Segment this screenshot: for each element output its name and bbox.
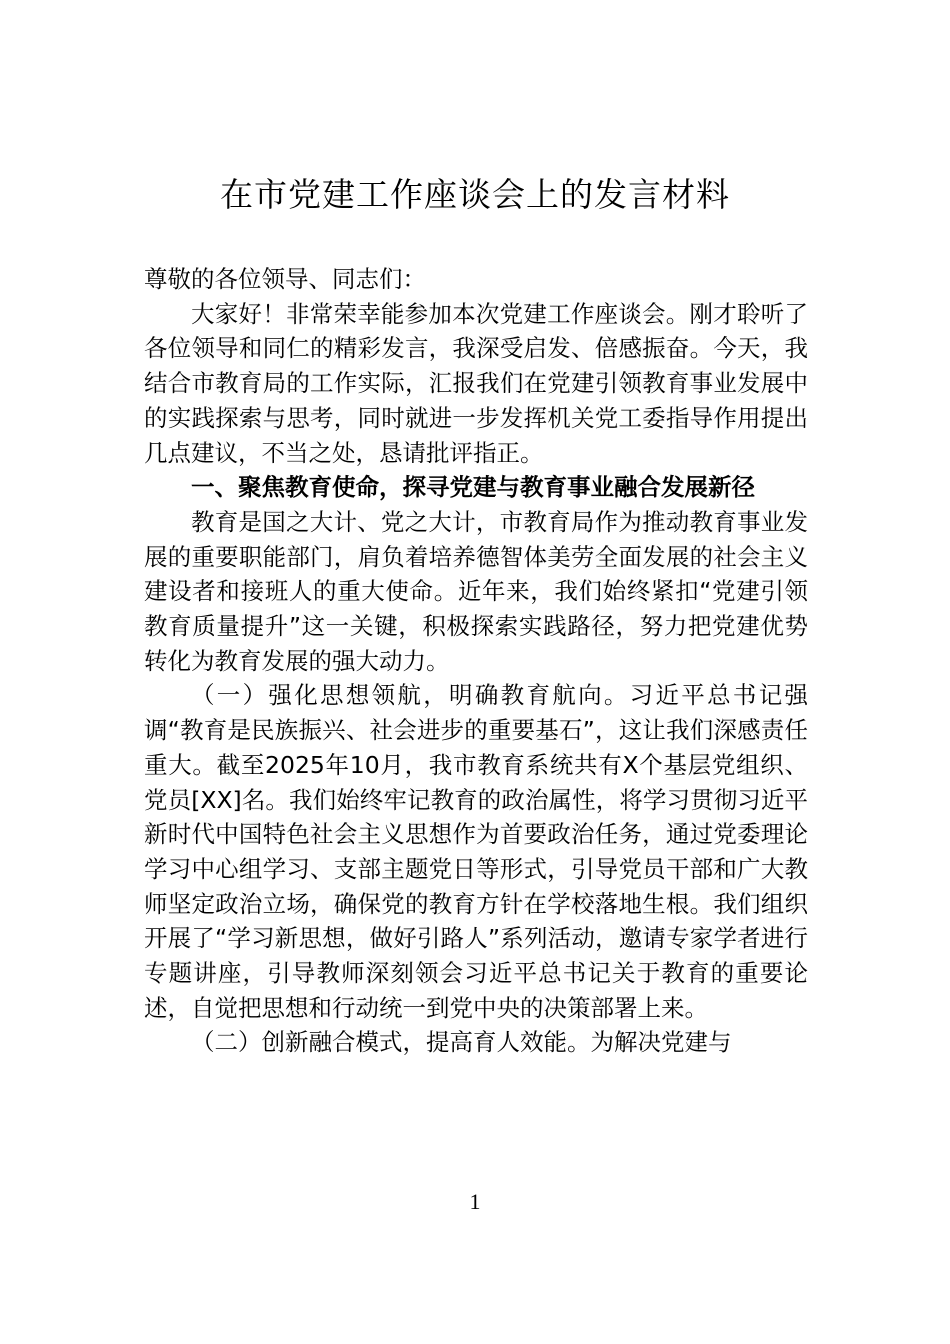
document-body (144, 262, 808, 1060)
paragraph-opening: 大家好！非常荣幸能参加本次党建工作座谈会。刚才聆听了各位领导和同仁的精彩发言，我深受启发、倍感振奋。今天，我结合市教育局的工作实际，汇报我们在党建引领教育事业发展中的实践探索与思考，同时就进一步发挥机关党工委指导作用提出几点建议，不当之处，恳请批评指正。 (144, 299, 808, 467)
page-number: 1 (469, 1189, 481, 1214)
paragraph-section-1-intro: 教育是国之大计、党之大计，市教育局作为推动教育事业发展的重要职能部门，肩负着培养德智体美劳全面发展的社会主义建设者和接班人的重大使命。近年来，我们始终紧扣“党建引领教育质量提升”这一关键，积极探索实践路径，努力把党建优势转化为教育发展的强大动力。 (144, 507, 808, 675)
paragraph-subsection-1: （一）强化思想领航，明确教育航向。习近平总书记强调“教育是民族振兴、社会进步的重要基石”，这让我们深感责任重大。截至2025年10月，我市教育系统共有X个基层党组织、党员[XX]名。我们始终牢记教育的政治属性，将学习贯彻习近平新时代中国特色社会主义思想作为首要政治任务，通过党委理论学习中心组学习、支部主题党日等形式，引导党员干部和广大教师坚定政治立场，确保党的教育方针在学校落地生根。我们组织开展了“学习新思想，做好引路人”系列活动，邀请专家学者进行专题讲座，引导教师深刻领会习近平总书记关于教育的重要论述，自觉把思想和行动统一到党中央的决策部署上来。 (144, 681, 808, 1022)
section-heading-1: 一、聚焦教育使命，探寻党建与教育事业融合发展新径 (191, 473, 755, 502)
paragraph-subsection-2: （二）创新融合模式，提高育人效能。为解决党建与 (191, 1028, 732, 1057)
salutation: 尊敬的各位领导、同志们： (144, 265, 426, 293)
document-title: 在市党建工作座谈会上的发言材料 (220, 175, 730, 214)
